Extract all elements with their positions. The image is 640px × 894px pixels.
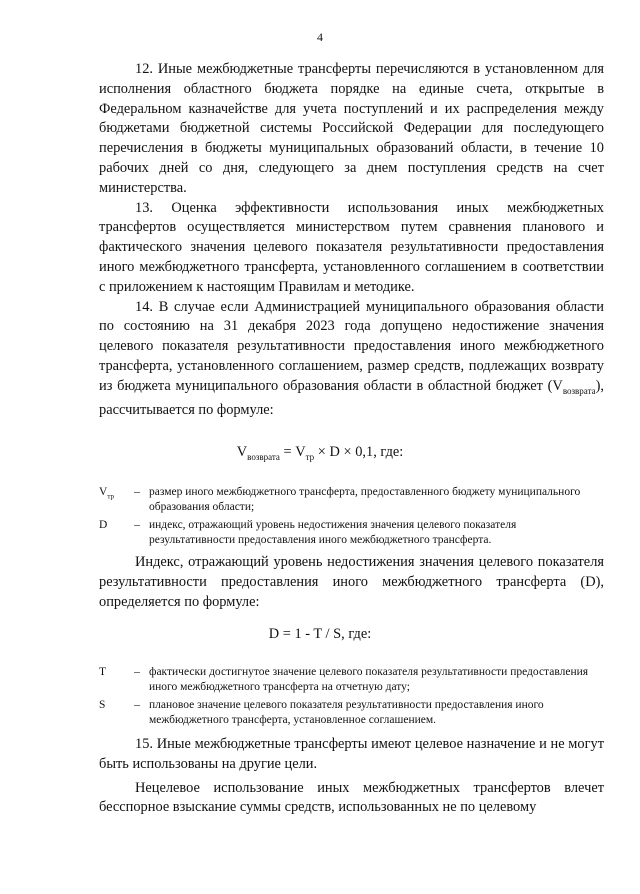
paragraph-15: 15. Иные межбюджетные трансферты имеют целевое назначение и не могут быть использованы на другие цели. bbox=[99, 736, 604, 772]
paragraph-14-end: ), рассчитывается по формуле: bbox=[99, 377, 604, 419]
definition-vtr bbox=[99, 485, 604, 514]
definition-dash: – bbox=[134, 699, 140, 711]
formula-lhs: V bbox=[236, 444, 248, 460]
paragraph-misuse: Нецелевое использование иных межбюджетных трансфертов влечет бесспорное взыскание суммы средств, использованных не по целевому bbox=[99, 779, 604, 816]
paragraph-12: 12. Иные межбюджетные трансферты перечисляются в установленном для исполнения областного бюджета порядке на единые счета, открытые в Федеральном казначействе для учета поступлений и их распределения между бюджетами бюджетной системы Российской Федерации для последующего перечисления в бюджеты муниципальных образований области, в течение 10 рабочих дней со дня, следующего за днем поступления средств на счет министерства. bbox=[99, 61, 604, 196]
definition-text: индекс, отражающий уровень недостижения значения целевого показателя результативности предоставления иного межбюджетного трансферта. bbox=[149, 519, 517, 546]
index-paragraph-block bbox=[99, 553, 604, 612]
paragraph-index: Индекс, отражающий уровень недостижения значения целевого показателя результативности предоставления иного межбюджетного трансферта (D), определяется по формуле: bbox=[99, 554, 604, 610]
definition-text: размер иного межбюджетного трансферта, предоставленного бюджету муниципального образования области; bbox=[149, 486, 581, 513]
definition-d bbox=[99, 518, 604, 547]
definition-symbol: $V_{тр}$ bbox=[99, 486, 114, 501]
page-number: 4 bbox=[317, 30, 323, 44]
formula-return-amount bbox=[0, 442, 640, 467]
definitions-list-1 bbox=[99, 485, 604, 547]
definition-t bbox=[99, 665, 604, 694]
definitions-list-2 bbox=[99, 665, 604, 727]
definition-dash: – bbox=[134, 486, 140, 498]
formula-index: D = 1 - T / S, где: bbox=[268, 626, 372, 642]
formula-mid: = V bbox=[279, 444, 306, 460]
formula-mid-sub: тр bbox=[305, 451, 315, 462]
definition-symbol: T bbox=[99, 666, 107, 678]
paragraph-14 bbox=[99, 298, 604, 422]
paragraph-15-block bbox=[99, 735, 604, 818]
definition-s bbox=[99, 698, 604, 727]
paragraph-12-block bbox=[99, 60, 604, 421]
definition-text: плановое значение целевого показателя результативности предоставления иного межбюджетного трансферта, установленное соглашением. bbox=[149, 699, 544, 726]
definition-dash: – bbox=[134, 519, 140, 531]
paragraph-13: 13. Оценка эффективности использования иных межбюджетных трансфертов осуществляется министерством путем сравнения планового и фактического значения целевого показателя результативности предоставления иного межбюджетного трансферта, установленного соглашением в соответствии с приложением к настоящим Правилам и методике. bbox=[99, 199, 604, 295]
definition-symbol: S bbox=[99, 699, 106, 711]
paragraph-14-text: 14. В случае если Администрацией муниципального образования области по состоянию на 31 декабря 2023 года допущено недостижение значения целевого показателя результативности предоставления иного межбюджетного трансферта, установленного соглашением, размер средств, подлежащих возврату из бюджета муниципального образования области в областной бюджет (V bbox=[99, 298, 604, 394]
definition-symbol: D bbox=[99, 519, 108, 531]
definition-text: фактически достигнутое значение целевого показателя результативности предоставления иного межбюджетного трансферта на отчетную дату; bbox=[149, 666, 589, 693]
formula-lhs-sub: возврата bbox=[247, 451, 280, 462]
paragraph-14-subscript: возврата bbox=[562, 385, 596, 396]
formula-rhs: × D × 0,1, где: bbox=[314, 444, 404, 460]
definition-dash: – bbox=[134, 666, 140, 678]
